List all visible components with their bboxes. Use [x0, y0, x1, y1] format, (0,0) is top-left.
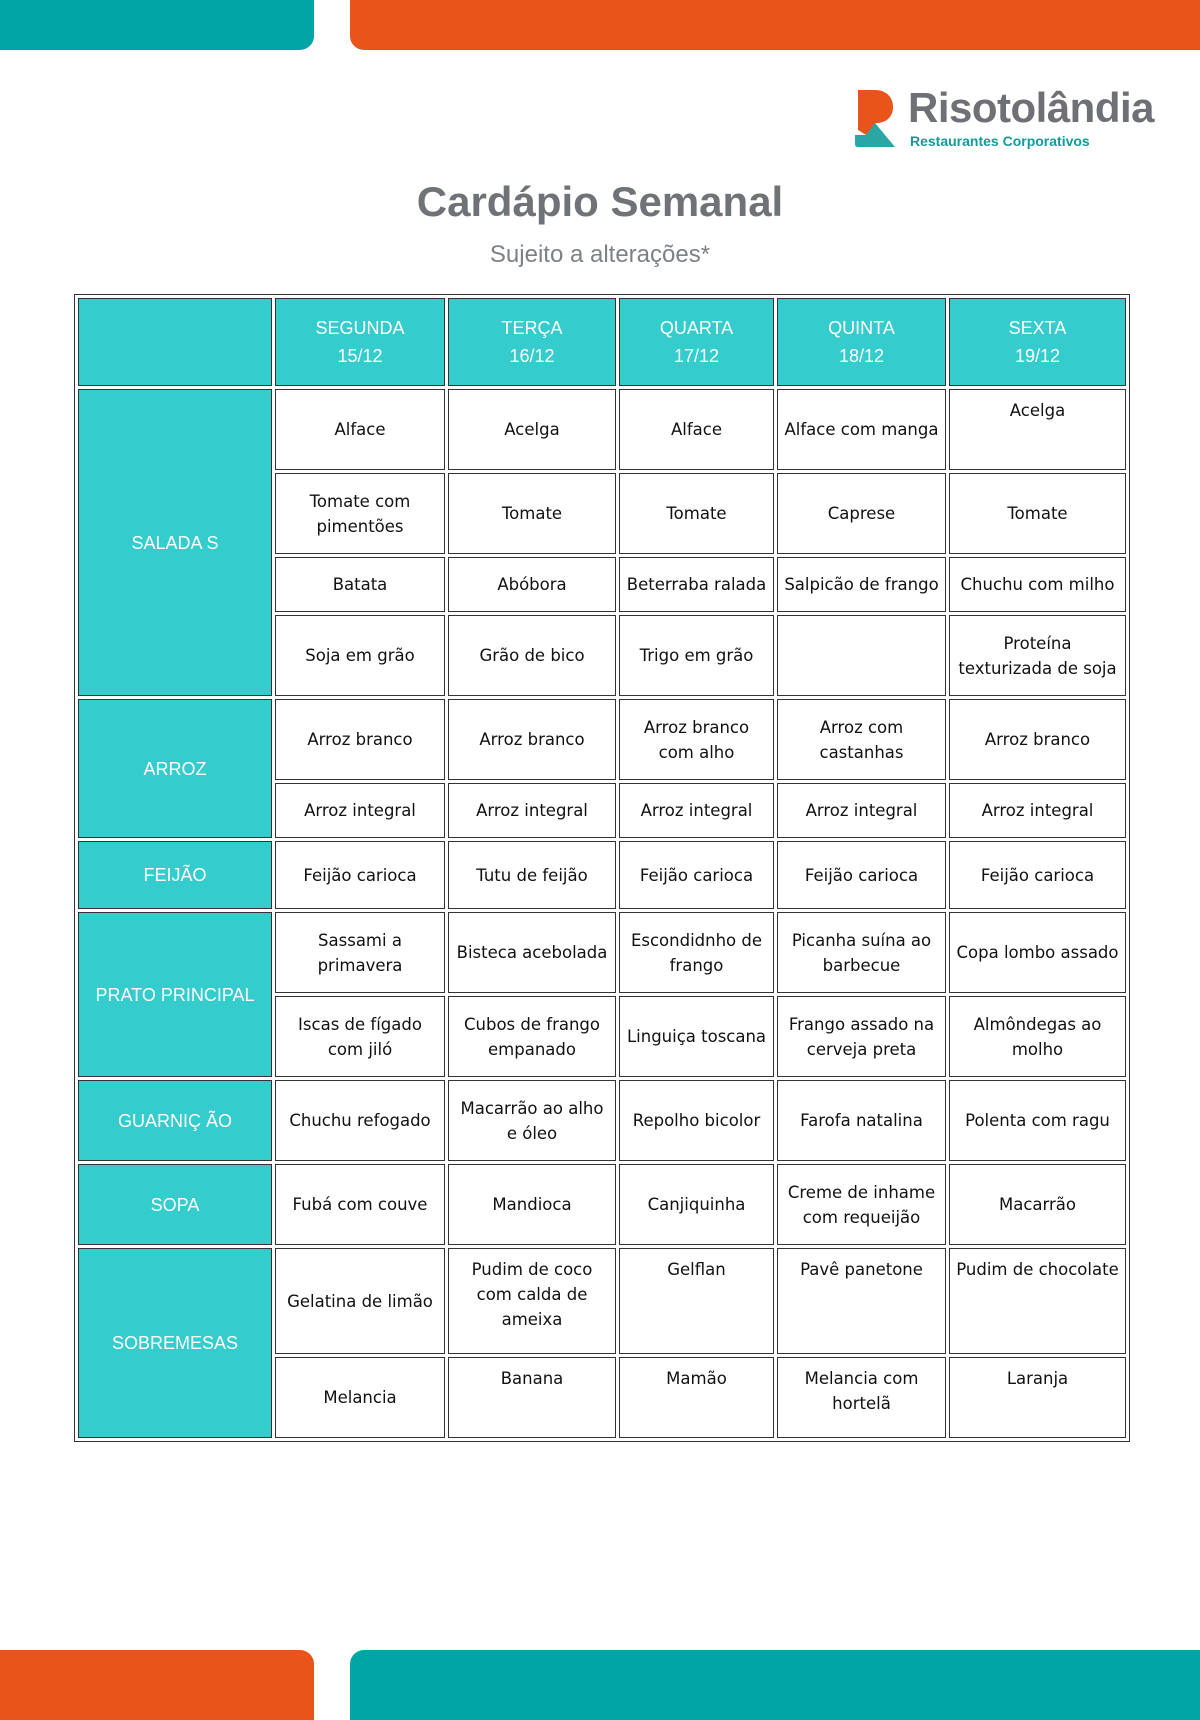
menu-cell: Salpicão de frango [777, 557, 946, 612]
menu-cell: Melancia [275, 1357, 445, 1438]
menu-cell: Gelatina de limão [275, 1248, 445, 1354]
menu-cell: Pavê panetone [777, 1248, 946, 1354]
bottom-right-accent-bar [350, 1650, 1200, 1720]
menu-cell: Laranja [949, 1357, 1126, 1438]
menu-cell: Feijão carioca [619, 841, 774, 909]
menu-cell: Tomate com pimentões [275, 473, 445, 554]
menu-cell: Farofa natalina [777, 1080, 946, 1161]
day-header-tuesday: TERÇA 16/12 [448, 298, 616, 386]
menu-cell: Tomate [448, 473, 616, 554]
menu-cell: Tomate [619, 473, 774, 554]
top-right-accent-bar [350, 0, 1200, 50]
menu-cell: Creme de inhame com requeijão [777, 1164, 946, 1245]
menu-cell: Feijão carioca [777, 841, 946, 909]
menu-cell: Linguiça toscana [619, 996, 774, 1077]
menu-cell: Polenta com ragu [949, 1080, 1126, 1161]
menu-cell: Arroz integral [619, 783, 774, 838]
day-header-thursday: QUINTA 18/12 [777, 298, 946, 386]
menu-cell: Feijão carioca [949, 841, 1126, 909]
menu-cell: Alface [619, 389, 774, 470]
menu-cell: Trigo em grão [619, 615, 774, 696]
category-beans: FEIJÃO [78, 841, 272, 909]
table-row [78, 841, 1126, 909]
menu-cell: Repolho bicolor [619, 1080, 774, 1161]
menu-cell: Alface [275, 389, 445, 470]
corner-cell [78, 298, 272, 386]
menu-cell: Tomate [949, 473, 1126, 554]
risotolandia-logo-icon [855, 90, 895, 150]
menu-cell: Cubos de frango empanado [448, 996, 616, 1077]
top-left-accent-bar [0, 0, 314, 50]
menu-cell: Arroz branco com alho [619, 699, 774, 780]
day-header-friday: SEXTA 19/12 [949, 298, 1126, 386]
table-row [78, 1080, 1126, 1161]
menu-cell: Arroz integral [777, 783, 946, 838]
brand-logo [855, 84, 1155, 152]
page-subtitle: Sujeito a alterações* [489, 241, 711, 268]
menu-cell: Copa lombo assado [949, 912, 1126, 993]
menu-cell: Abóbora [448, 557, 616, 612]
menu-cell: Pudim de coco com calda de ameixa [448, 1248, 616, 1354]
day-header-wednesday: QUARTA 17/12 [619, 298, 774, 386]
table-row [78, 699, 1126, 780]
menu-cell: Melancia com hortelã [777, 1357, 946, 1438]
menu-cell: Iscas de fígado com jiló [275, 996, 445, 1077]
menu-cell: Arroz integral [448, 783, 616, 838]
category-salads: SALADA S [78, 389, 272, 696]
menu-cell: Beterraba ralada [619, 557, 774, 612]
menu-cell: Mamão [619, 1357, 774, 1438]
menu-cell: Arroz branco [275, 699, 445, 780]
menu-cell: Fubá com couve [275, 1164, 445, 1245]
menu-cell: Arroz integral [949, 783, 1126, 838]
menu-cell: Batata [275, 557, 445, 612]
menu-cell: Escondidnho de frango [619, 912, 774, 993]
day-header-monday: SEGUNDA 15/12 [275, 298, 445, 386]
category-desserts: SOBREMESAS [78, 1248, 272, 1438]
menu-cell: Feijão carioca [275, 841, 445, 909]
table-row [78, 1164, 1126, 1245]
menu-cell: Picanha suína ao barbecue [777, 912, 946, 993]
category-soup: SOPA [78, 1164, 272, 1245]
menu-cell: Chuchu com milho [949, 557, 1126, 612]
menu-cell: Arroz branco [448, 699, 616, 780]
menu-cell: Soja em grão [275, 615, 445, 696]
brand-name: Risotolândia [908, 84, 1155, 131]
menu-cell: Macarrão ao alho e óleo [448, 1080, 616, 1161]
menu-cell: Proteína texturizada de soja [949, 615, 1126, 696]
menu-cell: Almôndegas ao molho [949, 996, 1126, 1077]
menu-cell: Sassami a primavera [275, 912, 445, 993]
menu-cell: Acelga [949, 389, 1126, 470]
menu-cell: Grão de bico [448, 615, 616, 696]
menu-cell: Arroz com castanhas [777, 699, 946, 780]
menu-cell: Macarrão [949, 1164, 1126, 1245]
menu-cell: Mandioca [448, 1164, 616, 1245]
menu-cell: Arroz integral [275, 783, 445, 838]
menu-cell: Canjiquinha [619, 1164, 774, 1245]
page-title: Cardápio Semanal [416, 178, 784, 225]
menu-cell: Arroz branco [949, 699, 1126, 780]
menu-cell: Caprese [777, 473, 946, 554]
table-row [78, 389, 1126, 470]
menu-cell: Gelflan [619, 1248, 774, 1354]
menu-cell: Chuchu refogado [275, 1080, 445, 1161]
category-main-dish: PRATO PRINCIPAL [78, 912, 272, 1077]
table-row [78, 1248, 1126, 1354]
menu-cell: Tutu de feijão [448, 841, 616, 909]
bottom-left-accent-bar [0, 1650, 314, 1720]
table-row [78, 912, 1126, 993]
days-header-row [78, 298, 1126, 386]
category-side-dish: GUARNIÇ ÃO [78, 1080, 272, 1161]
menu-cell: Bisteca acebolada [448, 912, 616, 993]
brand-tagline: Restaurantes Corporativos [910, 133, 1090, 149]
category-rice: ARROZ [78, 699, 272, 838]
menu-cell: Banana [448, 1357, 616, 1438]
menu-cell: Acelga [448, 389, 616, 470]
weekly-menu-table [74, 294, 1130, 1442]
menu-cell: Frango assado na cerveja preta [777, 996, 946, 1077]
menu-cell [777, 615, 946, 696]
menu-cell: Alface com manga [777, 389, 946, 470]
menu-cell: Pudim de chocolate [949, 1248, 1126, 1354]
